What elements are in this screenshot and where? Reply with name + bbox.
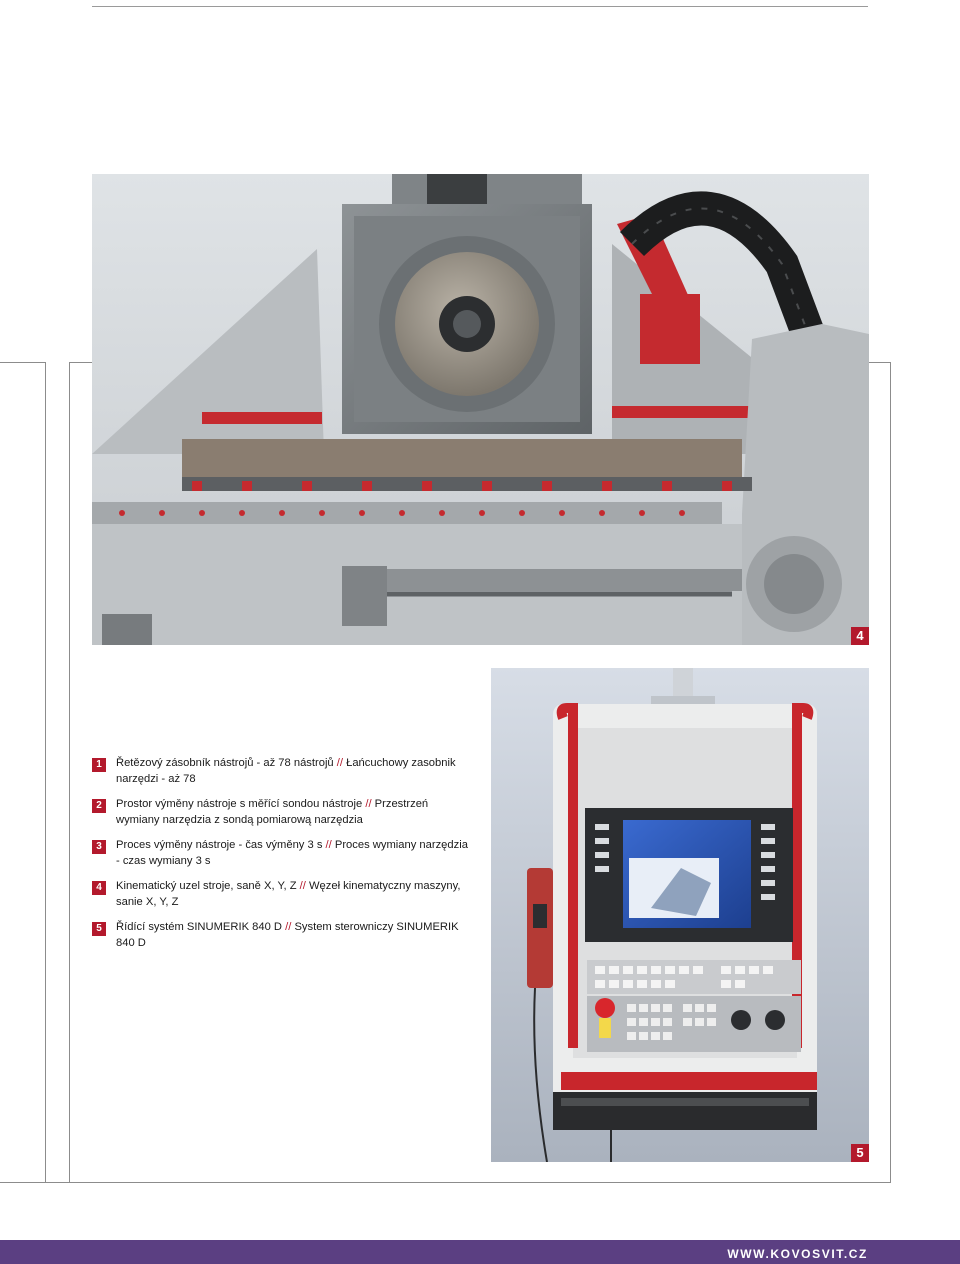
figure-legend: [92, 756, 472, 961]
legend-separator: //: [325, 839, 332, 851]
legend-separator: //: [285, 921, 292, 933]
legend-number: 2: [92, 799, 106, 813]
photo-number-badge: 4: [851, 627, 869, 645]
legend-text-cz: Kinematický uzel stroje, saně X, Y, Z: [116, 880, 297, 892]
legend-text-pl: Proces wymiany narzędzia - czas wymiany 3 s: [116, 839, 468, 867]
legend-item: [92, 920, 472, 951]
legend-item: [92, 838, 472, 869]
legend-separator: //: [365, 798, 372, 810]
footer-bar: [0, 1240, 960, 1264]
legend-text-pl: Łańcuchowy zasobnik narzędzi - aż 78: [116, 757, 456, 785]
legend-text-cz: Proces výměny nástroje - čas výměny 3 s: [116, 839, 323, 851]
top-rule: [92, 6, 868, 7]
legend-text-cz: Řetězový zásobník nástrojů - až 78 nástrojů: [116, 757, 334, 769]
legend-item: [92, 879, 472, 910]
legend-separator: //: [299, 880, 306, 892]
legend-number: 3: [92, 840, 106, 854]
legend-text-cz: Řídící systém SINUMERIK 840 D: [116, 921, 282, 933]
legend-number: 1: [92, 758, 106, 772]
page-frame-bottom: [0, 1182, 890, 1183]
control-panel-photo: [491, 668, 869, 1162]
page-frame-left: [0, 362, 46, 1183]
machine-photo: [92, 174, 869, 645]
legend-text-cz: Prostor výměny nástroje s měřící sondou nástroje: [116, 798, 363, 810]
legend-text-pl: Węzeł kinematyczny maszyny, sanie X, Y, Z: [116, 880, 461, 908]
legend-separator: //: [336, 757, 343, 769]
legend-item: [92, 756, 472, 787]
website-link[interactable]: WWW.KOVOSVIT.CZ: [727, 1247, 868, 1261]
legend-item: [92, 797, 472, 828]
legend-text-pl: Przestrzeń wymiany narzędzia z sondą pomiarową narzędzia: [116, 798, 429, 826]
legend-text-pl: System sterowniczy SINUMERIK 840 D: [116, 921, 459, 949]
photo-number-badge: 5: [851, 1144, 869, 1162]
legend-number: 4: [92, 881, 106, 895]
legend-number: 5: [92, 922, 106, 936]
